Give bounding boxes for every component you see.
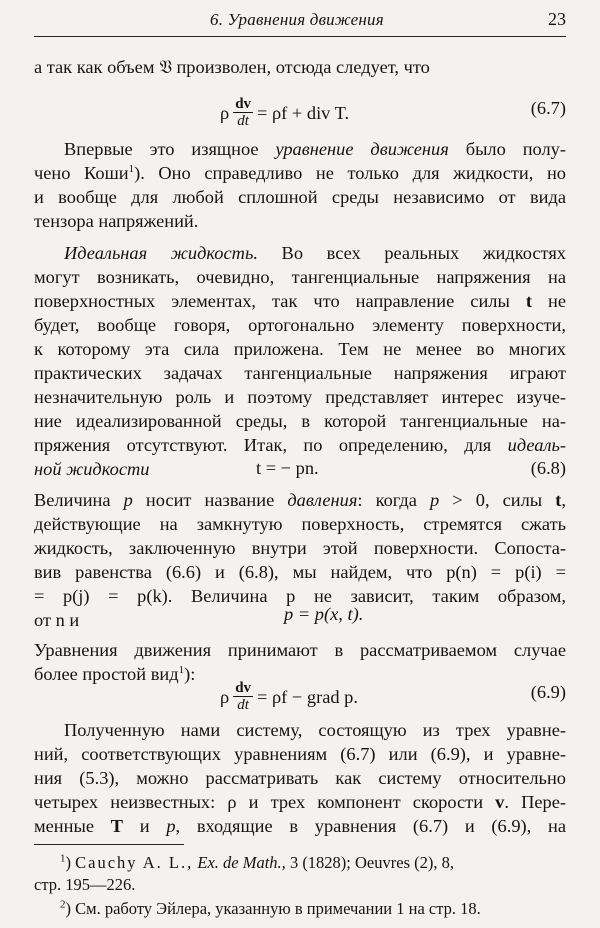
text-line: пряжения отсутствуют. Итак, по определению, для идеаль- xyxy=(34,435,566,455)
text-line: Полученную нами систему, состоящую из трех уравне- xyxy=(64,720,566,740)
eq-numerator: dv xyxy=(235,96,252,112)
text-line: тензора напряжений. xyxy=(34,211,199,231)
text-line: более простой вид$^1$): xyxy=(34,663,196,684)
text-line: практических задачах тангенциальные напряжения играют xyxy=(34,363,566,383)
text-line: незначительную роль и поэтому представляет интерес изуче- xyxy=(34,387,566,407)
equation-6-7 xyxy=(34,88,566,128)
text-line: к которому эта сила приложена. Тем не менее во многих xyxy=(34,339,566,359)
text-line: ний, соответствующих уравнениям (6.7) или (6.9), и уравне- xyxy=(34,744,566,764)
text-line: могут возникать, очевидно, тангенциальные напряжения на xyxy=(34,267,566,287)
eq-denominator: dt xyxy=(237,113,249,129)
eq-rho: ρ xyxy=(220,102,230,123)
footnote-rule xyxy=(34,844,184,845)
eq-expression: p = p(x, t). xyxy=(284,604,364,624)
equation-number: (6.8) xyxy=(530,458,566,478)
page-header xyxy=(34,8,566,37)
text-line: ния (5.3), можно рассматривать как систему относительно xyxy=(34,768,566,788)
text-line: Идеальная жидкость. Во всех реальных жидкостях xyxy=(64,243,566,263)
eq-fraction xyxy=(233,96,253,129)
eq-rho: ρ xyxy=(220,686,230,707)
equation-pressure xyxy=(34,594,566,634)
text-line: поверхностных элементах, так что направление силы t не xyxy=(34,291,566,311)
page-number: 23 xyxy=(548,9,566,29)
footnote-1: $^1$) Cauchy A. L., Ex. de Math., 3 (1828); Oeuvres (2), 8, xyxy=(60,852,454,872)
running-head: 6. Уравнения движения xyxy=(210,10,384,29)
equation-6-8 xyxy=(34,448,566,488)
equation-number: (6.7) xyxy=(530,98,566,118)
text-line: Впервые это изящное уравнение движения было полу- xyxy=(64,139,566,159)
text-line: чено Коши$^1$). Оно справедливо не только для жидкости, но xyxy=(34,162,566,183)
text-line: менные T и p, входящие в уравнения (6.7) и (6.9), на xyxy=(34,816,566,836)
text-line: жидкость, заключенную внутри этой поверхности. Сопоста- xyxy=(34,538,566,558)
eq-denominator: dt xyxy=(237,697,249,713)
text-line: Уравнения движения принимают в рассматриваемом случае xyxy=(34,640,566,660)
text-line: а так как объем 𝔙 произволен, отсюда следует, что xyxy=(34,57,430,77)
text-line: = p(j) = p(k). Величина p не зависит, таким образом, xyxy=(34,586,566,606)
text-line: от n и xyxy=(34,610,80,630)
text-line: вив равенства (6.6) и (6.8), мы найдем, что p(n) = p(i) = xyxy=(34,562,566,582)
eq-rhs: = ρf − grad p. xyxy=(257,686,358,707)
text-line: и вообще для любой сплошной среды независимо от вида xyxy=(34,187,566,207)
eq-numerator: dv xyxy=(235,680,252,696)
text-line: ной жидкости xyxy=(34,459,150,479)
footnote-2: $^2$) См. работу Эйлера, указанную в примечании 1 на стр. 18. xyxy=(60,898,481,918)
text-line: будет, вообще говоря, ортогонально элементу поверхности, xyxy=(34,315,566,335)
text-line: четырех неизвестных: ρ и трех компонент скорости v. Пере- xyxy=(34,792,566,812)
text-line: действующие на замкнутую поверхность, стремятся сжать xyxy=(34,514,566,534)
equation-6-9 xyxy=(34,672,566,712)
eq-rhs: = ρf + div T. xyxy=(257,102,350,123)
equation-number: (6.9) xyxy=(530,682,566,702)
text-line: Величина p носит название давления: когда p > 0, силы t, xyxy=(34,490,566,510)
eq-fraction xyxy=(233,680,253,713)
text-line: ние идеализированной среды, в которой тангенциальные на- xyxy=(34,411,566,431)
eq-expression: t = − pn. xyxy=(256,458,319,478)
footnote-1-continued: стр. 195—226. xyxy=(34,875,136,894)
